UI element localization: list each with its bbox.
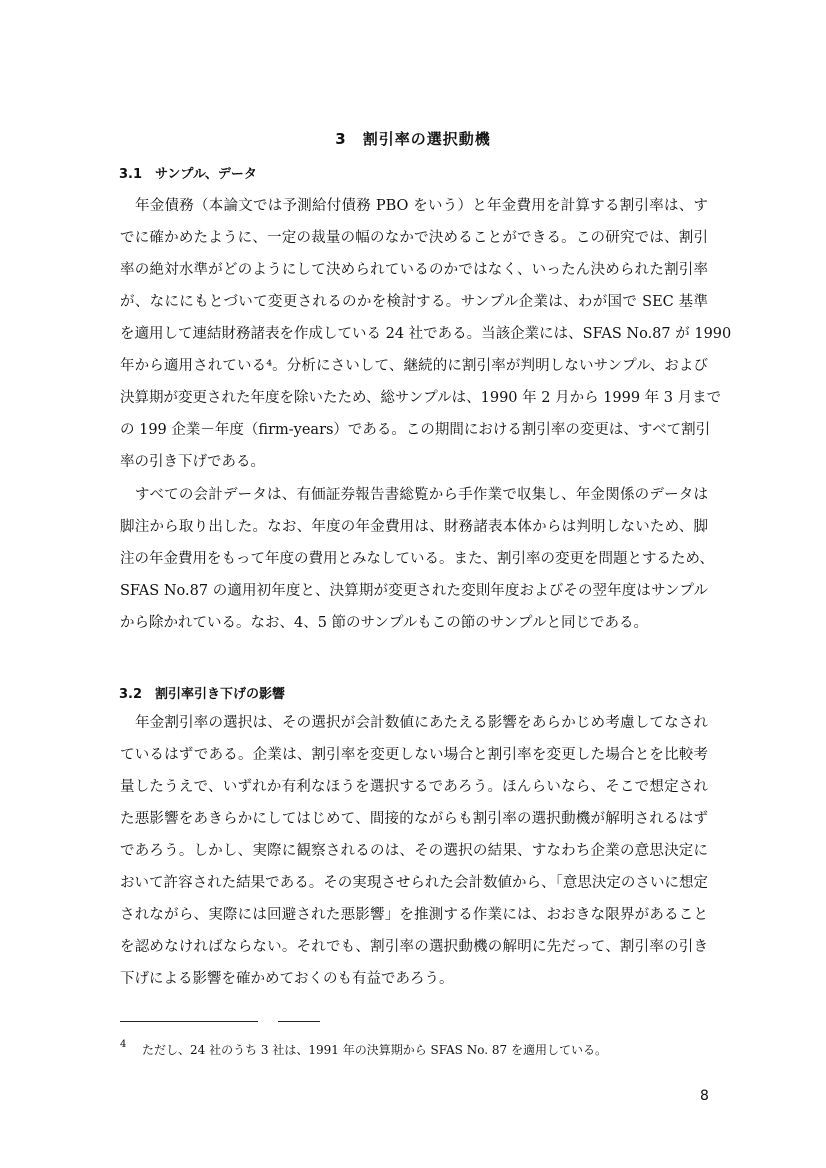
paragraph-line: されながら、実際には回避された悪影響」を推測する作業には、おおきな限界があること [120,907,708,923]
paragraph-line: SFAS No.87 の適用初年度と、決算期が変更された変則年度およびその翌年度はサンプル [120,583,708,599]
paragraph-line: おいて許容された結果である。その実現させられた会計数値から、「意思決定のさいに想定 [120,875,708,891]
footnote-rule [120,1021,258,1022]
paragraph-line: た悪影響をあきらかにしてはじめて、間接的ながらも割引率の選択動機が解明されるはず [120,811,708,827]
paragraph-line: が、なににもとづいて変更されるのかを検討する。サンプル企業は、わが国で SEC 基準 [120,294,708,310]
paragraph-line: であろう。しかし、実際に観察されるのは、その選択の結果、すなわち企業の意思決定に [120,843,708,859]
paragraph-line: 率の絶対水準がどのようにして決められているのかではなく、いったん決められた割引率 [120,262,708,278]
section-heading-3-1: 3.1 サンプル、データ [119,167,257,182]
chapter-title: 3 割引率の選択動機 [335,130,491,148]
paragraph-line: から除かれている。なお、4、5 節のサンプルもこの節のサンプルと同じである。 [120,615,648,631]
footnote-text: ただし、24 社のうち 3 社は、1991 年の決算期から SFAS No. 87 を適用している。 [142,1043,607,1057]
paragraph-line: 注の年金費用をもって年度の費用とみなしている。また、割引率の変更を問題とするため、 [120,551,714,567]
paragraph-line: 決算期が変更された年度を除いたため、総サンプルは、1990 年 2 月から 1999 年 3 月まで [120,390,722,406]
paragraph-line: 脚注から取り出した。なお、年度の年金費用は、財務諸表本体からは判明しないため、脚 [120,519,708,535]
paragraph-line: 年金債務（本論文では予測給付債務 PBO をいう）と年金費用を計算する割引率は、す [135,198,708,214]
paragraph-line: を適用して連結財務諸表を作成している 24 社である。当該企業には、SFAS No.87 が 1990 [120,326,732,342]
footnote-mark: 4 [120,1039,127,1050]
paragraph-line: 年から適用されている⁴。分析にさいして、継続的に割引率が判明しないサンプル、および [120,358,708,374]
paragraph-line: ているはずである。企業は、割引率を変更しない場合と割引率を変更した場合とを比較考 [120,747,708,763]
paragraph-line: すべての会計データは、有価証券報告書総覧から手作業で収集し、年金関係のデータは [135,487,708,503]
paragraph-line: でに確かめたように、一定の裁量の幅のなかで決めることができる。この研究では、割引 [120,230,708,246]
paragraph-line: 下げによる影響を確かめておくのも有益であろう。 [120,971,454,987]
paragraph-line: 量したうえで、いずれか有利なほうを選択するであろう。ほんらいなら、そこで想定され [120,779,708,795]
paragraph-line: 年金割引率の選択は、その選択が会計数値にあたえる影響をあらかじめ考慮してなされ [135,715,708,731]
paragraph-line: の 199 企業－年度（firm-years）である。この期間における割引率の変更は、すべて割引 [120,422,711,438]
paragraph-line: 率の引き下げである。 [120,454,265,470]
paragraph-line: を認めなければならない。それでも、割引率の選択動機の解明に先だって、割引率の引き [120,939,708,955]
page-number: 8 [700,1088,709,1104]
section-heading-3-2: 3.2 割引率引き下げの影響 [119,687,286,702]
footnote-rule [278,1021,320,1022]
